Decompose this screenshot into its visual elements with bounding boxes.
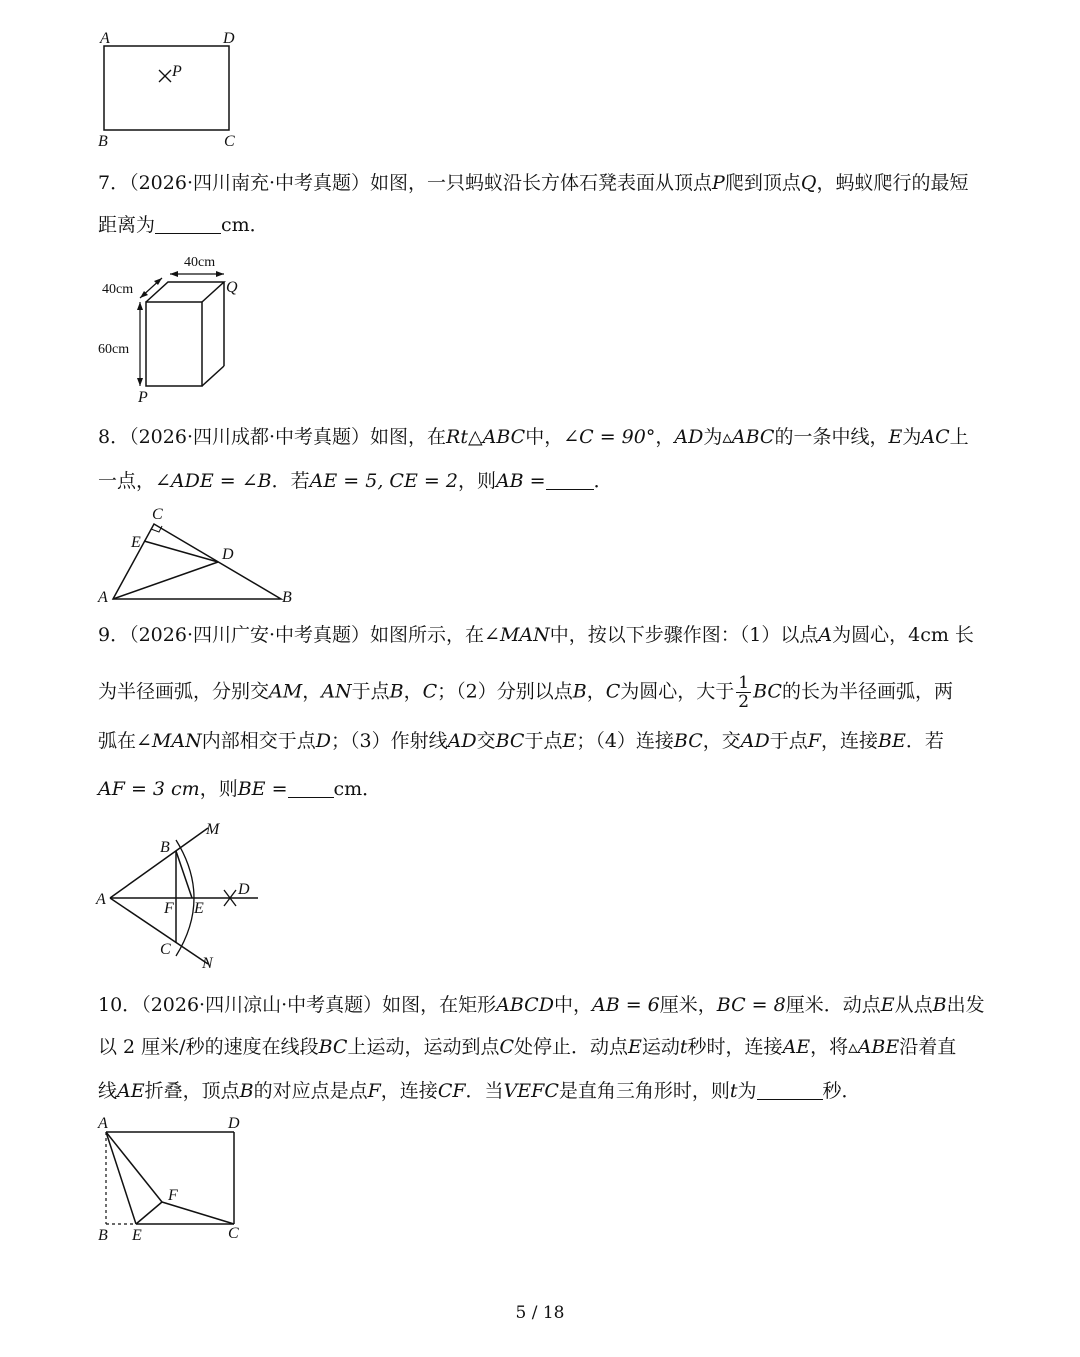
label-D: D	[223, 30, 235, 47]
question-10-line-3: 线AE折叠，顶点B的对应点是点F，连接CF．当VEFC是直角三角形时，则t为 秒．	[98, 1080, 861, 1102]
question-number: 7．	[98, 172, 130, 194]
label-B: B	[282, 589, 292, 606]
label-top-length: 40cm	[184, 255, 216, 270]
question-7-line-1: 7．（2026·四川南充·中考真题）如图，一只蚂蚁沿长方体石凳表面从顶点P爬到顶点Q，蚂蚁爬行的最短	[98, 172, 969, 194]
label-Q: Q	[226, 279, 238, 296]
question-source: （2026·四川凉山·中考真题）	[141, 994, 383, 1016]
label-P: P	[172, 63, 182, 80]
question-source: （2026·四川成都·中考真题）	[129, 426, 371, 448]
question-9-line-3: 弧在∠MAN内部相交于点D；（3）作射线AD交BC于点E；（4）连接BC，交AD于点F，连接BE．若	[98, 730, 944, 752]
label-D: D	[228, 1115, 240, 1132]
figure-q7-cuboid	[96, 250, 256, 410]
figure-q9-angle-construction	[96, 818, 266, 973]
question-9-line-4: AF = 3 cm，则BE = cm．	[98, 778, 382, 800]
answer-blank	[155, 215, 221, 234]
label-B: B	[98, 1227, 108, 1244]
label-E: E	[194, 900, 204, 917]
figure-q10-rectangle-fold	[96, 1114, 256, 1249]
label-P: P	[138, 389, 148, 406]
answer-blank	[546, 471, 594, 490]
label-F: F	[164, 900, 174, 917]
question-number: 9．	[98, 624, 130, 646]
question-7-line-2: 距离为 cm．	[98, 214, 269, 236]
label-M: M	[206, 821, 220, 838]
question-source: （2026·四川南充·中考真题）	[129, 172, 371, 194]
fraction-one-half: $\frac{1}{2}$	[738, 673, 750, 712]
figure-q6-rectangle	[98, 28, 258, 153]
page-number: 5 / 18	[515, 1303, 565, 1323]
question-9-line-2: 为半径画弧，分别交AM，AN于点B，C；（2）分别以点B，C为圆心，大于 $\frac{1}{2}$ BC的长为半径画弧，两	[98, 673, 953, 712]
label-B: B	[98, 133, 108, 150]
question-number: 10．	[98, 994, 142, 1016]
label-A: A	[100, 30, 110, 47]
label-C: C	[152, 506, 163, 523]
label-F: F	[168, 1187, 178, 1204]
label-A: A	[96, 891, 106, 908]
label-B: B	[160, 839, 170, 856]
answer-blank	[288, 779, 334, 798]
answer-blank	[757, 1081, 823, 1100]
question-number: 8．	[98, 426, 130, 448]
question-8-line-2: 一点，∠ADE = ∠B．若AE = 5, CE = 2，则AB = ．	[98, 470, 613, 492]
label-A: A	[98, 589, 108, 606]
label-A: A	[98, 1115, 108, 1132]
question-10-line-1: 10．（2026·四川凉山·中考真题）如图，在矩形ABCD中，AB = 6厘米，BC = 8厘米．动点E从点B出发	[98, 994, 985, 1016]
label-D: D	[238, 881, 250, 898]
label-side-length: 40cm	[102, 282, 134, 297]
label-N: N	[202, 955, 213, 972]
question-10-line-2: 以 2 厘米/秒的速度在线段BC上运动，运动到点C处停止．动点E运动t秒时，连接AE，将▵ABE沿着直	[98, 1036, 957, 1058]
label-E: E	[132, 1227, 142, 1244]
label-height: 60cm	[98, 342, 130, 357]
question-8-line-1: 8．（2026·四川成都·中考真题）如图，在Rt△ABC中，∠C = 90°，AD为▵ABC的一条中线，E为AC上	[98, 426, 969, 448]
label-E: E	[131, 534, 141, 551]
figure-q8-triangle	[96, 505, 306, 605]
question-9-line-1: 9．（2026·四川广安·中考真题）如图所示，在∠MAN中，按以下步骤作图：（1）以点A为圆心，4cm 长	[98, 624, 974, 646]
label-C: C	[160, 941, 171, 958]
label-C: C	[228, 1225, 239, 1242]
label-D: D	[222, 546, 234, 563]
question-source: （2026·四川广安·中考真题）	[129, 624, 371, 646]
label-C: C	[224, 133, 235, 150]
